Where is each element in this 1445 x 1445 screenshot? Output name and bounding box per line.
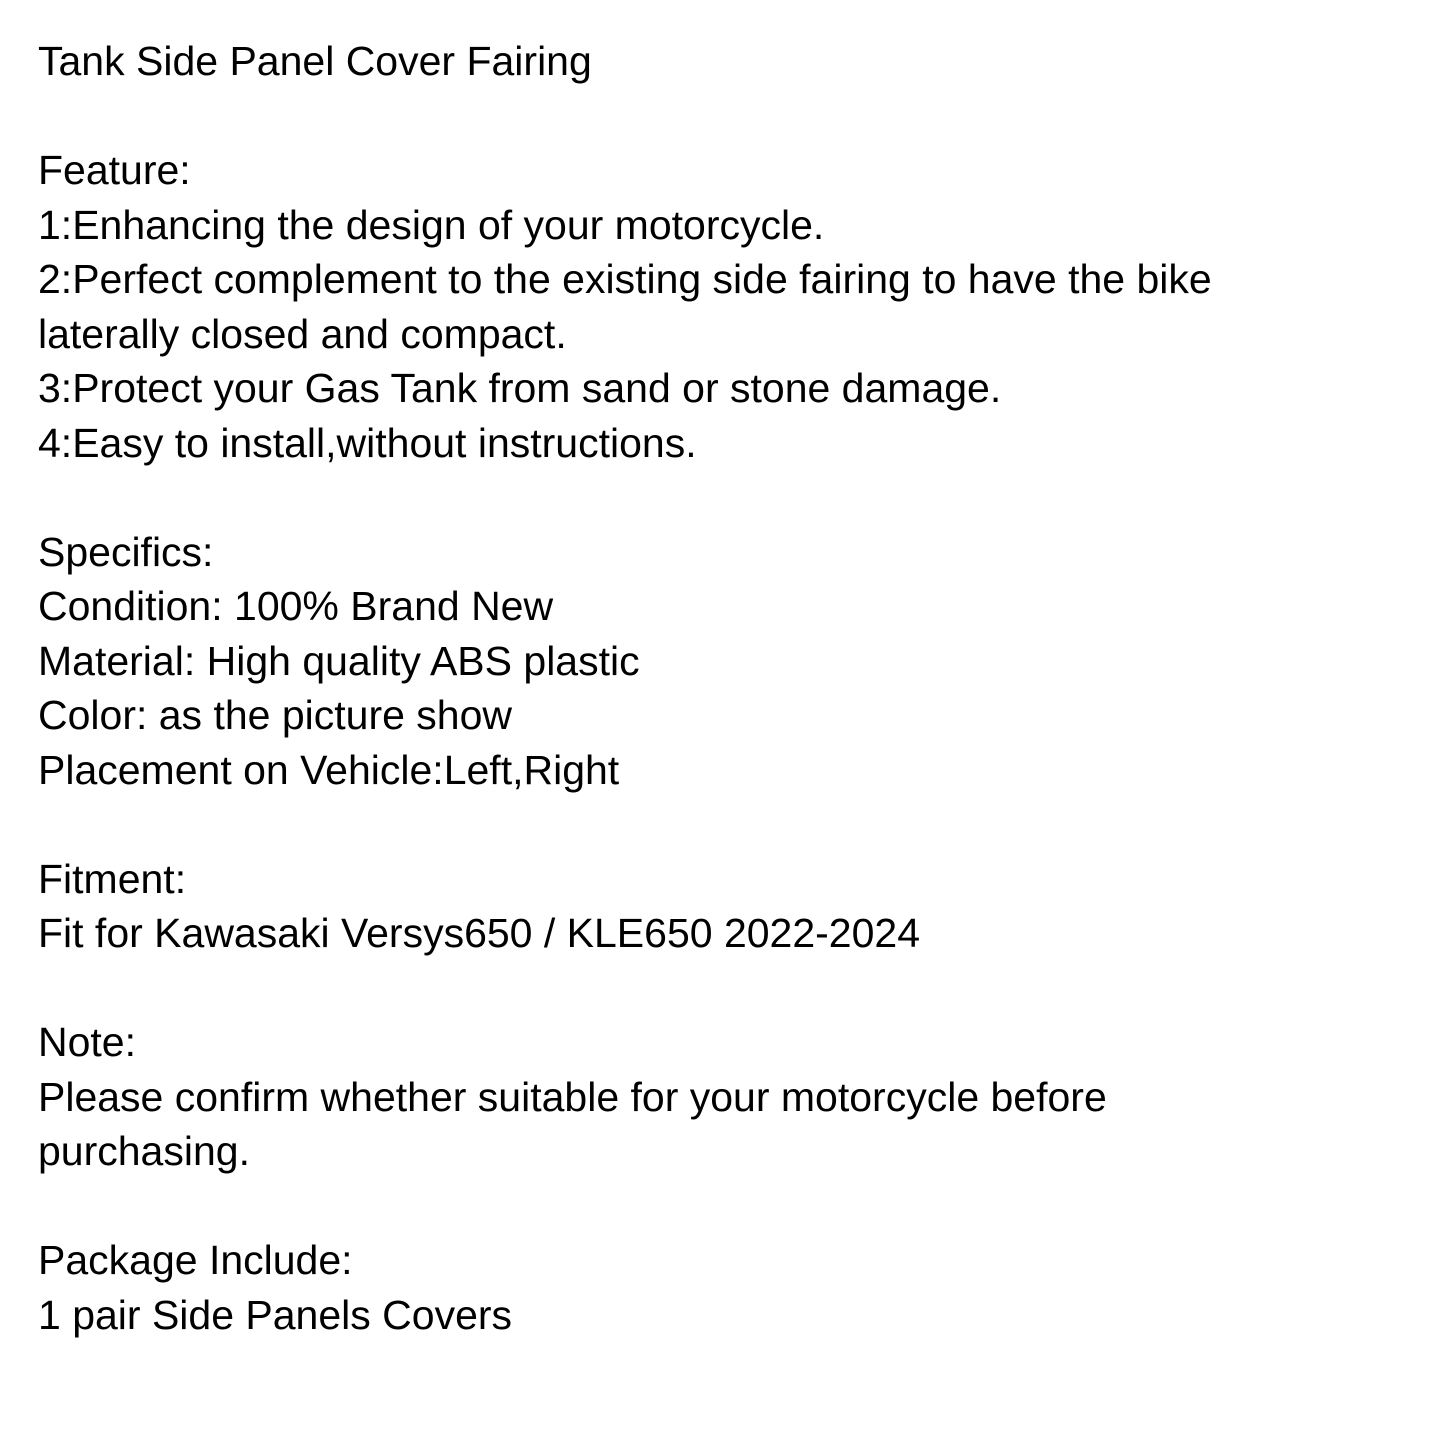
spec-condition: Condition: 100% Brand New <box>38 583 554 629</box>
note-heading: Note: <box>38 1019 136 1065</box>
spacer <box>38 961 1418 1016</box>
spacer <box>38 470 1418 525</box>
package-text: 1 pair Side Panels Covers <box>38 1291 513 1338</box>
package-heading: Package Include: <box>38 1237 353 1283</box>
spec-placement: Placement on Vehicle:Left,Right <box>38 746 620 793</box>
feature-item: 4:Easy to install,without instructions. <box>38 419 697 466</box>
feature-heading: Feature: <box>38 147 191 193</box>
note-text: Please confirm whether suitable for your motorcycle before <box>38 1073 1107 1120</box>
fitment-heading: Fitment: <box>38 855 187 902</box>
note-text: purchasing. <box>38 1128 250 1174</box>
feature-item: 1:Enhancing the design of your motorcycle. <box>38 201 825 248</box>
document-title: Tank Side Panel Cover Fairing <box>38 38 592 84</box>
feature-item: laterally closed and compact. <box>38 310 567 357</box>
spec-color: Color: as the picture show <box>38 692 513 738</box>
spacer <box>38 1179 1418 1234</box>
product-description <box>38 34 1418 1342</box>
feature-item: 3:Protect your Gas Tank from sand or stone damage. <box>38 365 1002 411</box>
fitment-text: Fit for Kawasaki Versys650 / KLE650 2022-2024 <box>38 910 921 956</box>
spacer <box>38 89 1418 144</box>
spacer <box>38 797 1418 852</box>
specifics-heading: Specifics: <box>38 528 214 575</box>
spec-material: Material: High quality ABS plastic <box>38 637 640 684</box>
feature-item: 2:Perfect complement to the existing side fairing to have the bike <box>38 256 1212 302</box>
